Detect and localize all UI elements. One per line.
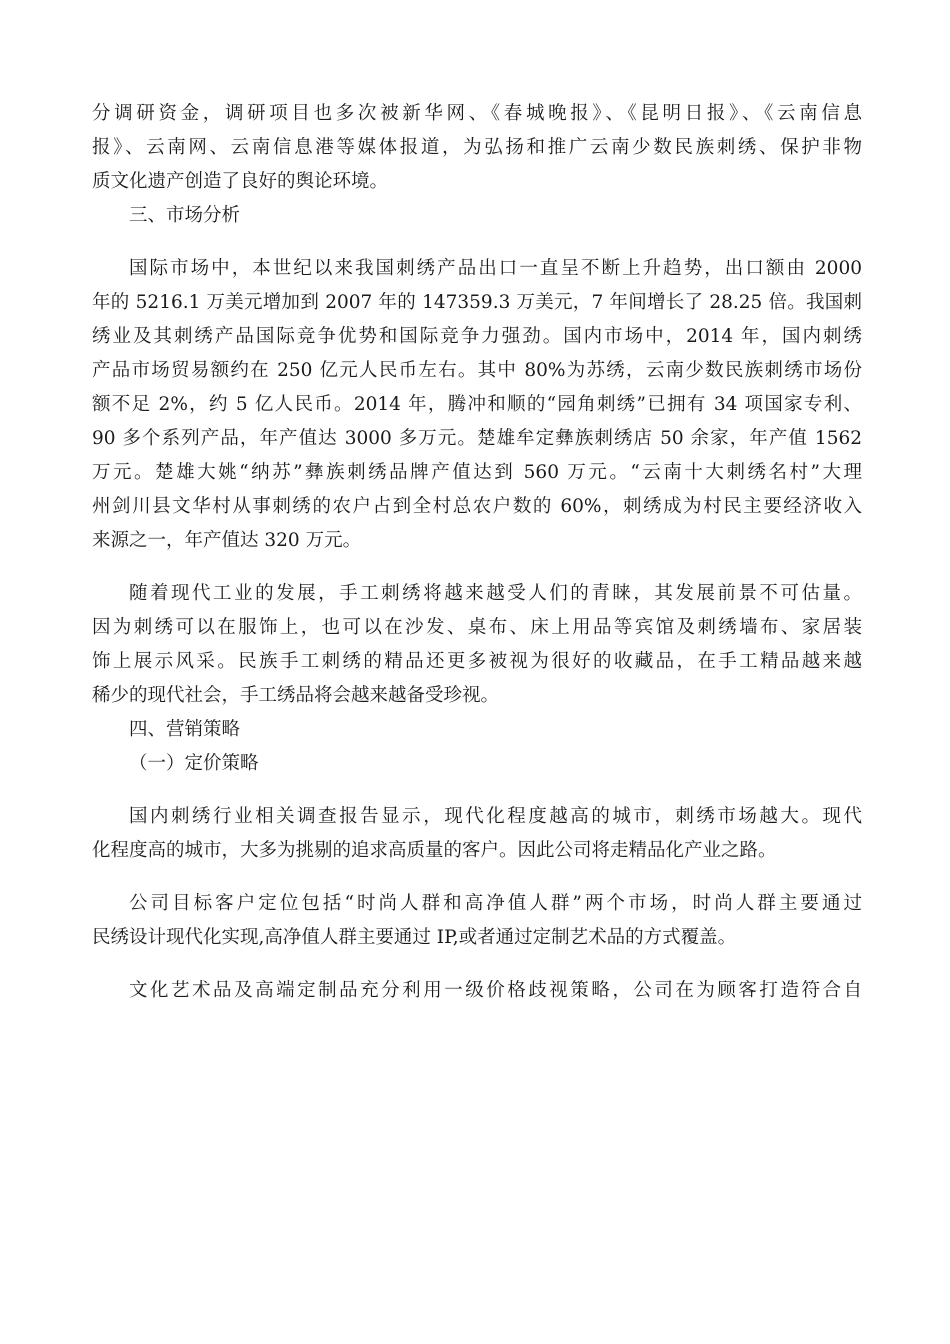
paragraph-line: 文化艺术品及高端定制品充分利用一级价格歧视策略，公司在为顾客打造符合自 bbox=[129, 980, 862, 1001]
paragraph-line: 报》、云南网、云南信息港等媒体报道，为弘扬和推广云南少数民族刺绣、保护非物 bbox=[92, 137, 862, 158]
paragraph-line: 公司目标客户定位包括“时尚人群和高净值人群”两个市场，时尚人群主要通过 bbox=[129, 893, 862, 914]
continuation-paragraph bbox=[92, 97, 862, 199]
pricing-paragraph-3 bbox=[92, 974, 862, 1008]
paragraph-line: 州剑川县文华村从事刺绣的农户占到全村总农户数的 60%，刺绣成为村民主要经济收入 bbox=[92, 496, 862, 517]
paragraph-line: 饰上展示风采。民族手工刺绣的精品还更多被视为很好的收藏品，在手工精品越来越 bbox=[92, 651, 862, 672]
paragraph-line: 化程度高的城市，大多为挑剔的追求高质量的客户。因此公司将走精品化产业之路。 bbox=[92, 840, 777, 861]
paragraph-line: 分调研资金，调研项目也多次被新华网、《春城晚报》、《昆明日报》、《云南信息 bbox=[92, 103, 862, 124]
market-analysis-paragraph-1 bbox=[92, 252, 862, 558]
paragraph-line: 来源之一，年产值达 320 万元。 bbox=[92, 530, 362, 551]
paragraph-line: 产品市场贸易额约在 250 亿元人民币左右。其中 80%为苏绣，云南少数民族刺绣市场份 bbox=[92, 360, 862, 381]
document-page bbox=[92, 97, 862, 1008]
subsection-heading-pricing-strategy: （一）定价策略 bbox=[129, 753, 259, 774]
section-heading-marketing-strategy: 四、营销策略 bbox=[129, 719, 241, 740]
section-heading-market-analysis: 三、市场分析 bbox=[129, 205, 241, 226]
paragraph-line: 国内刺绣行业相关调查报告显示，现代化程度越高的城市，刺绣市场越大。现代 bbox=[129, 806, 862, 827]
paragraph-line: 因为刺绣可以在服饰上，也可以在沙发、桌布、床上用品等宾馆及刺绣墙布、家居装 bbox=[92, 617, 862, 638]
paragraph-line: 民绣设计现代化实现,高净值人群主要通过 IP,或者通过定制艺术品的方式覆盖。 bbox=[92, 927, 737, 948]
paragraph-line: 年的 5216.1 万美元增加到 2007 年的 147359.3 万美元，7 年间增长了 28.25 倍。我国刺 bbox=[92, 292, 862, 313]
paragraph-line: 稀少的现代社会，手工绣品将会越来越备受珍视。 bbox=[92, 685, 500, 706]
market-analysis-paragraph-2 bbox=[92, 577, 862, 713]
paragraph-line: 质文化遗产创造了良好的舆论环境。 bbox=[92, 171, 389, 192]
paragraph-line: 万元。楚雄大姚“纳苏”彝族刺绣品牌产值达到 560 万元。“云南十大刺绣名村”大理 bbox=[92, 462, 862, 483]
paragraph-line: 绣业及其刺绣产品国际竞争优势和国际竞争力强劲。国内市场中，2014 年，国内刺绣 bbox=[92, 326, 862, 347]
pricing-paragraph-2 bbox=[92, 887, 862, 955]
pricing-paragraph-1 bbox=[92, 800, 862, 868]
paragraph-line: 随着现代工业的发展，手工刺绣将越来越受人们的青睐，其发展前景不可估量。 bbox=[129, 583, 862, 604]
paragraph-line: 90 多个系列产品，年产值达 3000 多万元。楚雄牟定彝族刺绣店 50 余家，年产值 1562 bbox=[92, 428, 862, 449]
paragraph-line: 额不足 2%，约 5 亿人民币。2014 年，腾冲和顺的“园角刺绣”已拥有 34 项国家专利、 bbox=[92, 394, 862, 415]
paragraph-line: 国际市场中，本世纪以来我国刺绣产品出口一直呈不断上升趋势，出口额由 2000 bbox=[129, 258, 862, 279]
